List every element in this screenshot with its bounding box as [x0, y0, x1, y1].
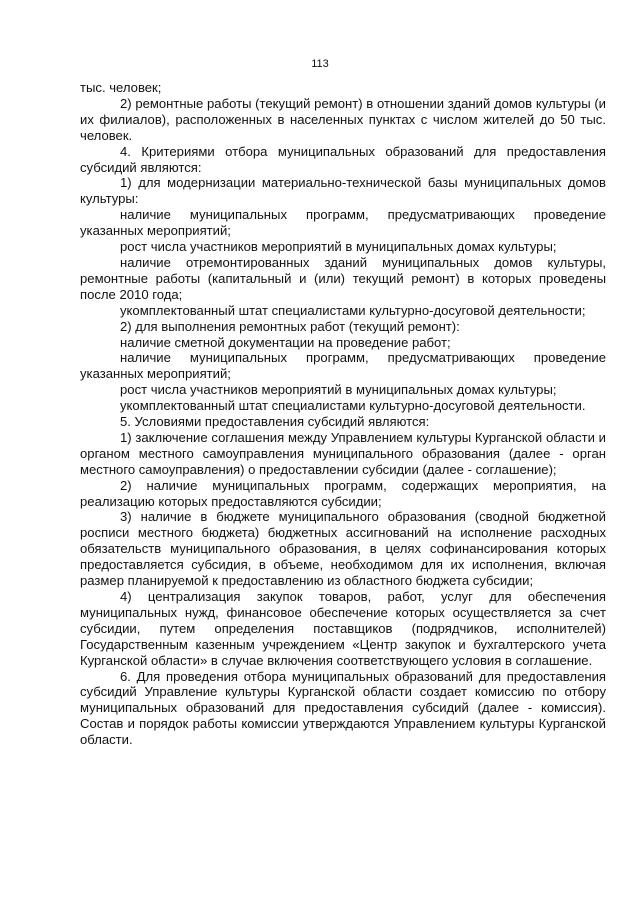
paragraph: 2) наличие муниципальных программ, содержащих мероприятия, на реализацию которых предоставляются субсидии;: [80, 477, 606, 509]
paragraph: наличие муниципальных программ, предусматривающих проведение указанных мероприятий;: [80, 207, 606, 239]
paragraph: укомплектованный штат специалистами культурно-досуговой деятельности;: [120, 302, 586, 318]
paragraph: 1) для модернизации материально-технической базы муниципальных домов культуры:: [80, 175, 606, 207]
paragraph: 3) наличие в бюджете муниципального образования (сводной бюджетной росписи местного бюджета) бюджетных ассигнований на исполнение расходных обязательств муниципального образования, в целях софинансирования которых предоставляется субсидия, в объеме, необходимом для их исполнения, включая размер планируемой к предоставлению из областного бюджета субсидии;: [80, 509, 606, 589]
paragraph: рост числа участников мероприятий в муниципальных домах культуры;: [120, 239, 557, 255]
page-number: 113: [311, 58, 329, 70]
paragraph: 6. Для проведения отбора муниципальных образований для предоставления субсидий Управление культуры Курганской области создает комиссию по отбору муниципальных образований для предоставления субсидий (далее - комиссия). Состав и порядок работы комиссии утверждаются Управлением культуры Курганской области.: [80, 668, 606, 748]
paragraph: наличие муниципальных программ, предусматривающих проведение указанных мероприятий;: [80, 350, 606, 382]
paragraph: 4. Критериями отбора муниципальных образований для предоставления субсидий являются:: [80, 143, 606, 175]
paragraph: 2) ремонтные работы (текущий ремонт) в отношении зданий домов культуры (и их филиалов), расположенных в населенных пунктах с числом жителей до 50 тыс. человек.: [80, 95, 606, 143]
paragraph: 4) централизация закупок товаров, работ, услуг для обеспечения муниципальных нужд, финансовое обеспечение которых осуществляется за счет субсидии, путем определения поставщиков (подрядчиков, исполнителей) Государственным казенным учреждением «Центр закупок и бухгалтерского учета Курганской области» в случае включения соответствующего условия в соглашение.: [80, 589, 606, 668]
paragraph: наличие сметной документации на проведение работ;: [120, 334, 451, 350]
paragraph: 1) заключение соглашения между Управлением культуры Курганской области и органом местного самоуправления муниципального образования (далее - орган местного самоуправления) о предоставлении субсидии (далее - соглашение);: [80, 429, 606, 477]
paragraph: наличие отремонтированных зданий муниципальных домов культуры, ремонтные работы (капитальный и (или) текущий ремонт) в которых проведены после 2010 года;: [80, 254, 606, 302]
paragraph: 2) для выполнения ремонтных работ (текущий ремонт):: [120, 318, 460, 334]
paragraph: укомплектованный штат специалистами культурно-досуговой деятельности.: [120, 398, 586, 414]
paragraph: тыс. человек;: [80, 80, 162, 95]
document-body: [80, 80, 606, 748]
paragraph: рост числа участников мероприятий в муниципальных домах культуры;: [120, 382, 557, 398]
paragraph: 5. Условиями предоставления субсидий являются:: [120, 414, 430, 430]
